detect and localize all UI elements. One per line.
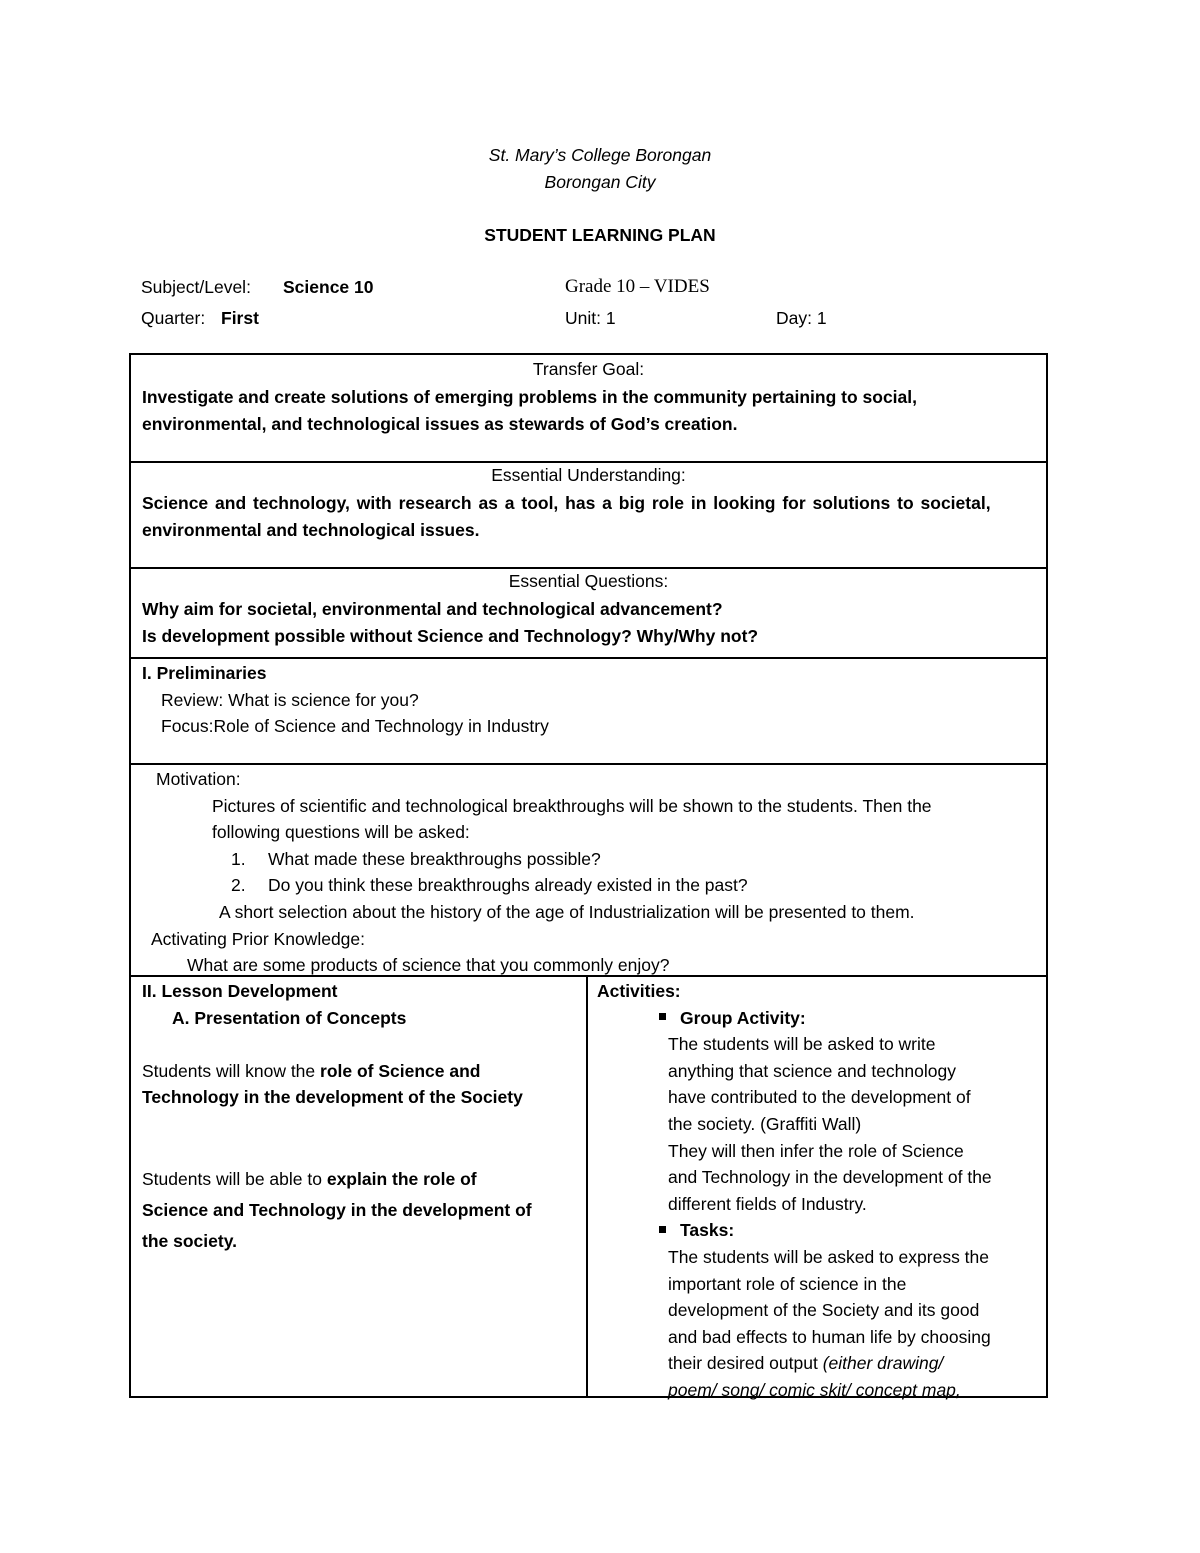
preliminaries-heading: I. Preliminaries <box>142 663 267 683</box>
subject-label: Subject/Level: <box>141 277 251 297</box>
focus-text: Focus:Role of Science and Technology in Industry <box>161 716 549 737</box>
essential-understanding-heading: Essential Understanding: <box>491 465 686 485</box>
row-divider <box>131 657 1046 659</box>
activity-line: They will then infer the role of Science <box>668 1140 964 1161</box>
essential-understanding-text <box>142 490 1036 543</box>
list-number: 2. <box>231 875 246 896</box>
motivation-intro-line: Pictures of scientific and technological breakthroughs will be shown to the students. Then the <box>212 795 932 816</box>
task-line: and bad effects to human life by choosing <box>668 1326 991 1347</box>
learning-plan-table <box>129 353 1048 1398</box>
group-activity-text <box>597 1031 1042 1217</box>
objective-bold-text: role of Science and <box>320 1060 481 1081</box>
task-line: development of the Society and its good <box>668 1300 980 1321</box>
objective-explain <box>142 1164 574 1257</box>
activity-line: and Technology in the development of the <box>668 1167 992 1188</box>
task-text: their desired output <box>668 1353 823 1374</box>
activity-line: have contributed to the development of <box>668 1087 971 1108</box>
subject-value: Science 10 <box>283 277 374 297</box>
list-text: Do you think these breakthroughs already existed in the past? <box>268 875 748 896</box>
preliminaries-section <box>142 660 1036 740</box>
tasks-label: Tasks: <box>680 1220 735 1241</box>
activity-line: the society. (Graffiti Wall) <box>668 1113 862 1134</box>
row-divider <box>131 461 1046 463</box>
school-city: Borongan City <box>544 172 656 192</box>
apk-heading: Activating Prior Knowledge: <box>151 928 365 949</box>
motivation-intro-line: following questions will be asked: <box>212 822 470 843</box>
grade-section: Grade 10 – VIDES <box>565 276 710 297</box>
school-name: St. Mary’s College Borongan <box>488 145 712 165</box>
row-divider <box>131 763 1046 765</box>
selection-text: A short selection about the history of the age of Industrialization will be presented to them. <box>219 901 915 922</box>
square-bullet-icon <box>659 1013 666 1020</box>
task-line <box>668 1350 1042 1377</box>
row-divider <box>131 567 1046 569</box>
task-line: important role of science in the <box>668 1273 907 1294</box>
essential-question: Why aim for societal, environmental and technological advancement? <box>142 599 723 619</box>
essential-questions-text <box>142 596 1036 649</box>
day-number: Day: 1 <box>776 308 827 328</box>
objective-know-line <box>142 1058 574 1085</box>
objective-bold-text: the society. <box>142 1230 237 1251</box>
essential-understanding-line: Science and technology, with research as a tool, has a big role in looking for solutions to societal, <box>142 493 991 513</box>
tasks-text <box>597 1244 1042 1404</box>
task-italic-text: poem/ song/ comic skit/ concept map, <box>668 1379 961 1400</box>
activity-line: anything that science and technology <box>668 1060 956 1081</box>
essential-question: Is development possible without Science and Technology? Why/Why not? <box>142 625 759 646</box>
group-activity-label: Group Activity: <box>680 1007 806 1028</box>
apk-question: What are some products of science that you commonly enjoy? <box>187 955 670 976</box>
list-text: What made these breakthroughs possible? <box>268 848 601 869</box>
tasks-heading <box>597 1217 1042 1244</box>
transfer-goal-text <box>142 384 1036 437</box>
transfer-goal-line: Investigate and create solutions of emerging problems in the community pertaining to social, <box>142 387 917 407</box>
column-divider <box>586 975 588 1396</box>
objective-bold-text: Science and Technology in the development of <box>142 1199 532 1220</box>
activity-line: The students will be asked to write <box>668 1034 936 1055</box>
objective-bold-text: explain the role of <box>326 1168 477 1189</box>
objective-bold-text: Technology in the development of the Society <box>142 1087 523 1108</box>
objective-text: Students will be able to <box>142 1168 327 1189</box>
task-italic-text: (either drawing/ <box>822 1353 944 1374</box>
review-text: Review: What is science for you? <box>161 689 419 710</box>
motivation-section <box>131 766 1046 979</box>
quarter-label: Quarter: <box>141 308 206 328</box>
quarter-value: First <box>221 308 259 328</box>
essential-understanding-line: environmental and technological issues. <box>142 519 480 540</box>
spacer <box>142 1031 574 1058</box>
activity-line: different fields of Industry. <box>668 1193 867 1214</box>
essential-questions-heading: Essential Questions: <box>508 571 669 591</box>
transfer-goal-heading: Transfer Goal: <box>532 359 645 379</box>
activities-heading: Activities: <box>597 981 681 1001</box>
lesson-development <box>142 978 574 1257</box>
motivation-question-2 <box>131 872 1046 899</box>
motivation-question-1 <box>131 846 1046 873</box>
lesson-heading: II. Lesson Development <box>142 981 338 1001</box>
transfer-goal-line: environmental, and technological issues as stewards of God’s creation. <box>142 413 738 434</box>
unit-number: Unit: 1 <box>565 308 616 328</box>
activities-section <box>597 978 1042 1404</box>
group-activity-heading <box>597 1005 1042 1032</box>
objective-text: Students will know the <box>142 1060 321 1081</box>
square-bullet-icon <box>659 1226 666 1233</box>
lesson-subheading: A. Presentation of Concepts <box>172 1007 407 1028</box>
spacer <box>142 1111 574 1164</box>
objective-explain-line <box>142 1164 574 1195</box>
objective-know <box>142 1058 574 1111</box>
list-number: 1. <box>231 848 246 869</box>
task-line: The students will be asked to express the <box>668 1246 990 1267</box>
page-title: STUDENT LEARNING PLAN <box>484 225 716 245</box>
motivation-heading: Motivation: <box>156 769 241 789</box>
